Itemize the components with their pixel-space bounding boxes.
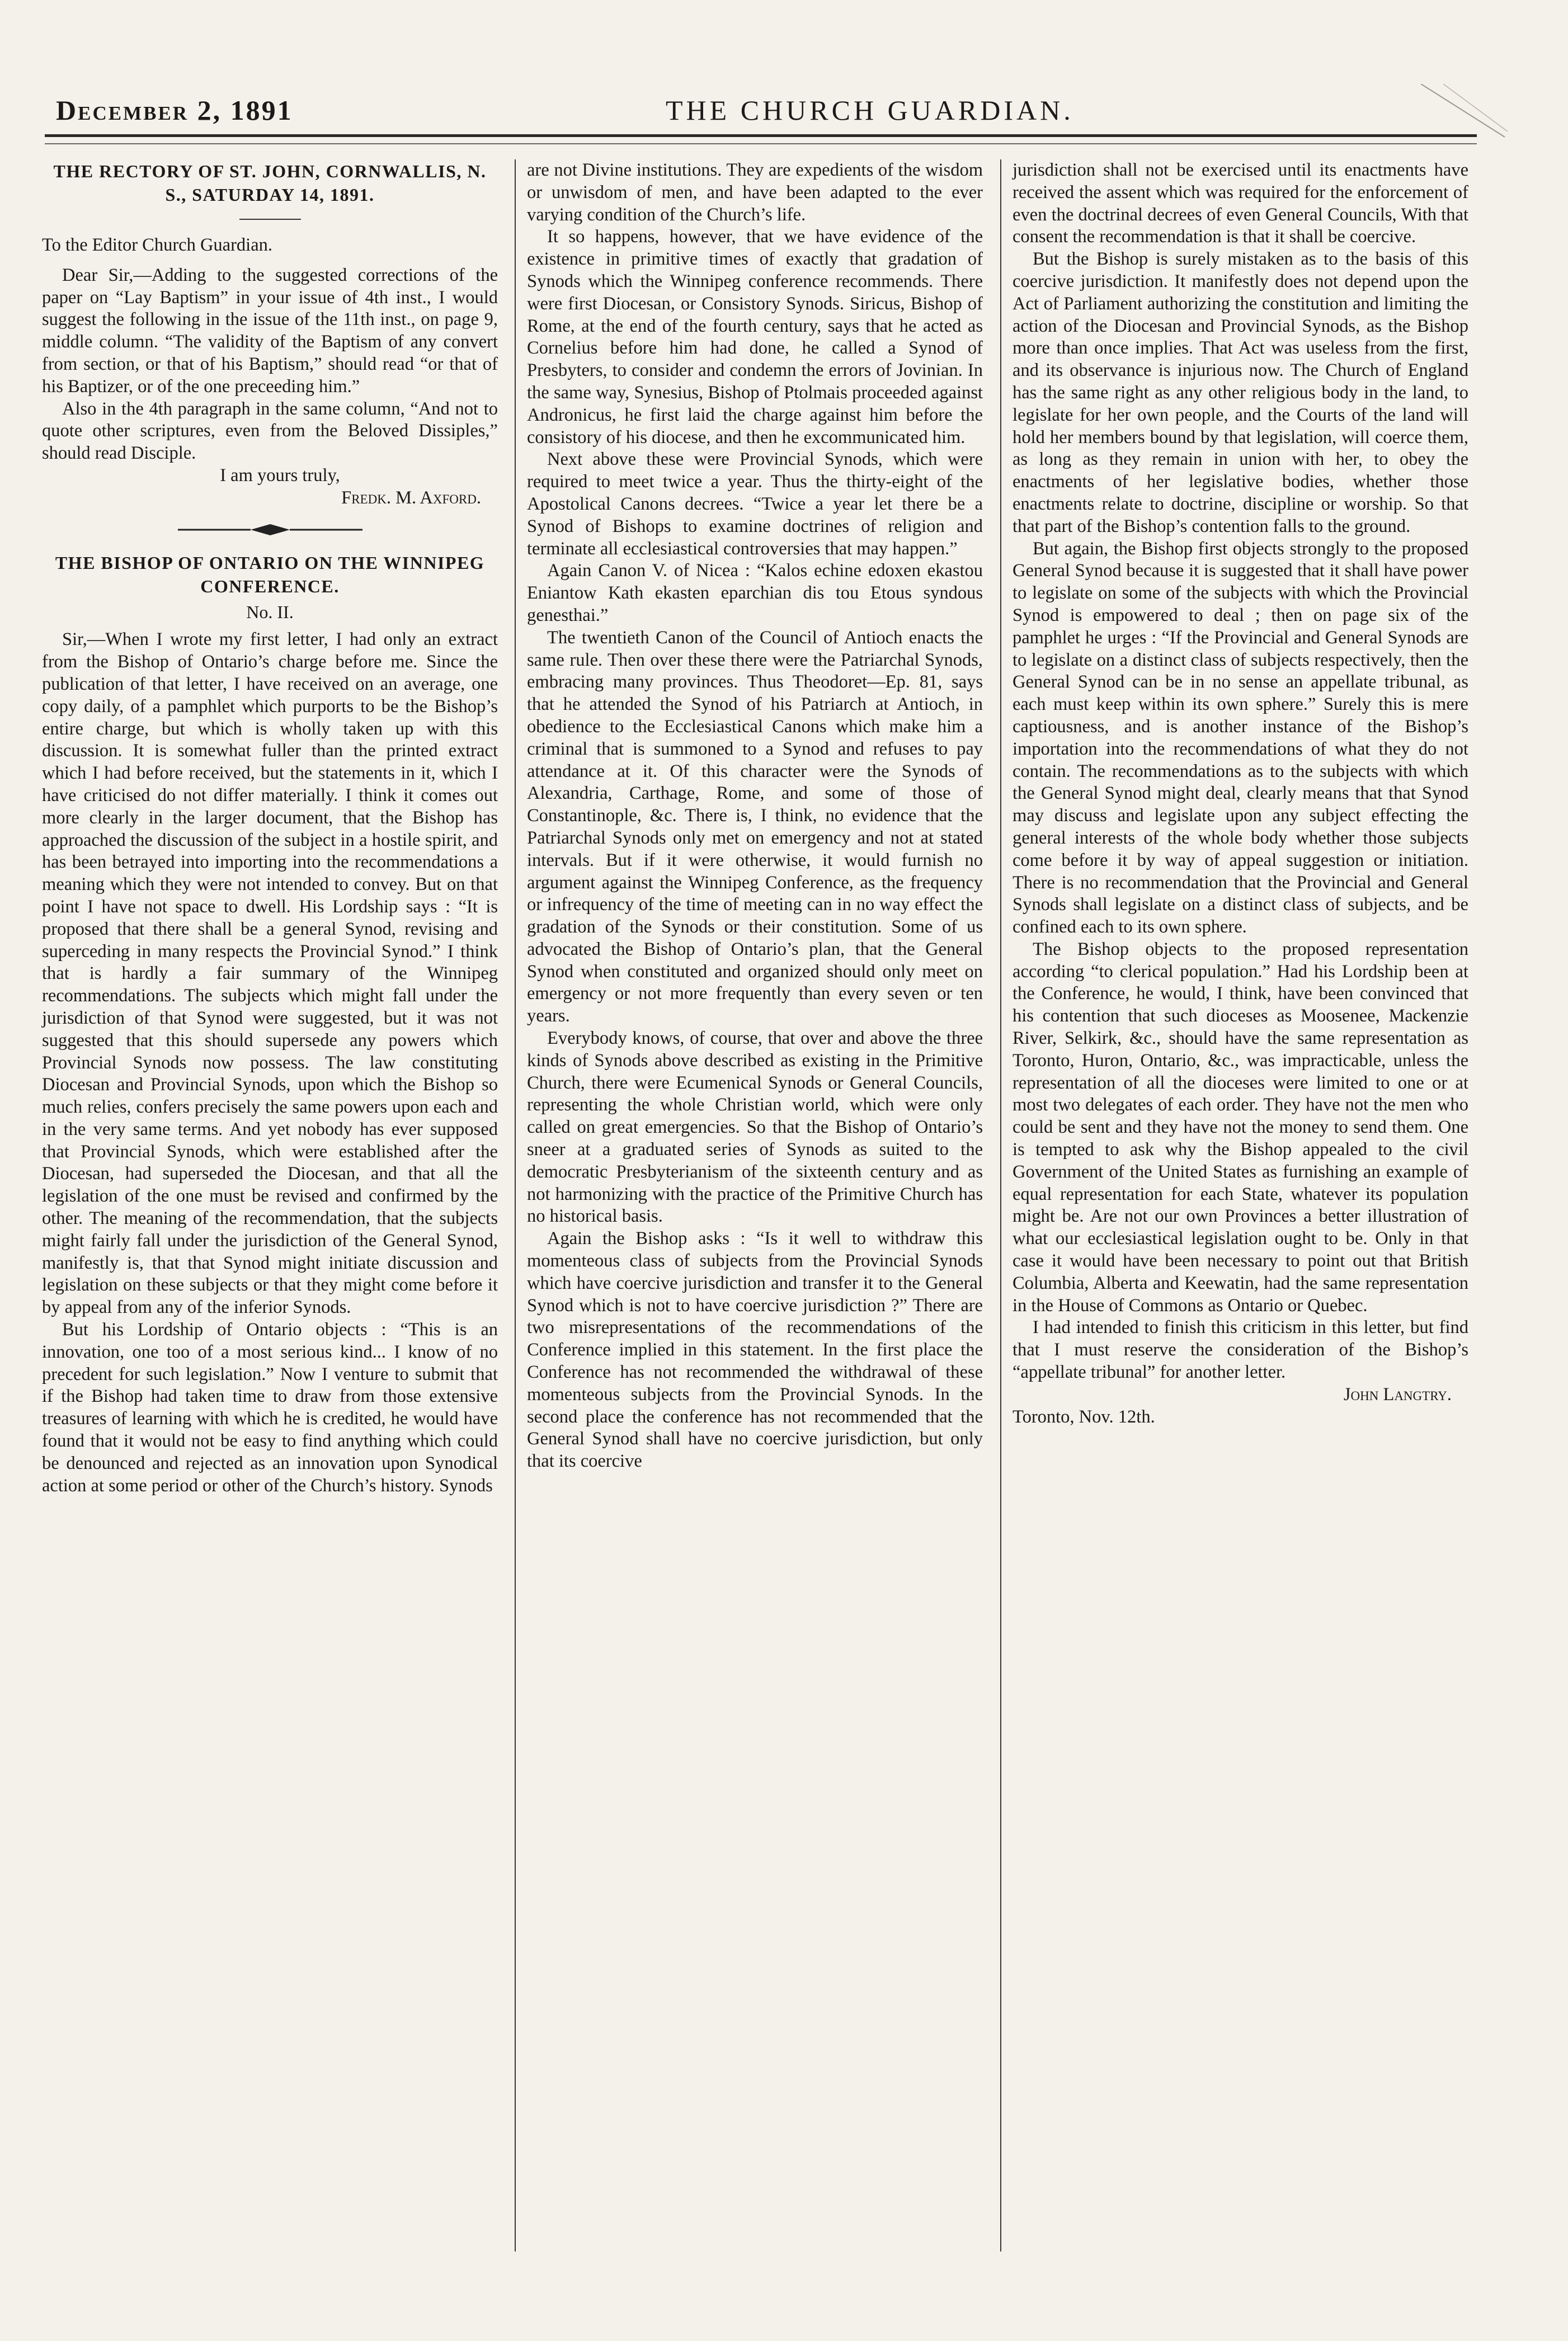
letter1-paragraph: Also in the 4th paragraph in the same column, “And not to quote other scriptures, even from the Beloved Dissiples,” should read Disciple.: [42, 398, 498, 464]
section-divider-ornament: [178, 523, 362, 536]
letter1-addressee: To the Editor Church Guardian.: [42, 235, 272, 255]
letter2-paragraph: Everybody knows, of course, that over and above the three kinds of Synods above described as existing in the Primitive Church, there were Ecumenical Synods or General Councils, representing the whole Christian world, which were only called on great emergencies. So that the Bishop of Ontario’s sneer at a graduated series of Synods as suited to the democratic Presbyterianism of the sixteenth century and as not harmonizing with the practice of the Primitive Church has no historical basis.: [527, 1028, 983, 1227]
newspaper-title: THE CHURCH GUARDIAN.: [666, 95, 1074, 126]
letter1-signature: Fredk. M. Axford.: [341, 487, 481, 508]
letter2-paragraph: are not Divine institutions. They are expedients of the wisdom or unwisdom of men, and have been adapted to the ever varying condition of the Church’s life.: [527, 160, 983, 225]
letter2-paragraph: jurisdiction shall not be exercised until its enactments have received the assent which was required for the enforcement of even the doctrinal decrees of even General Councils, With that consent the recommendation is that it shall be coercive.: [1013, 160, 1468, 247]
letter1-paragraph: Dear Sir,—Adding to the suggested corrections of the paper on “Lay Baptism” in your issue of 4th inst., I would suggest the following in the issue of the 11th inst., on page 9, middle column. “The validity of the Baptism of any convert from section, or that of his Baptism,” should read “or that of his Baptizer, or of the one preceeding him.”: [42, 265, 498, 397]
letter2-dateline: Toronto, Nov. 12th.: [1013, 1406, 1155, 1427]
column-2: [527, 159, 983, 2257]
masthead-rule: [45, 134, 1477, 137]
letter2-paragraph: But the Bishop is surely mistaken as to the basis of this coercive jurisdiction. It manifestly does not depend upon the Act of Parliament authorizing the constitution and limiting the action of the Diocesan and Provincial Synods, as the Bishop more than once implies. That Act was useless from the first, and its observance is injurious now. The Church of England has the same right as any other religious body in the land, to legislate for her own people, and the Courts of the land will hold her members bound by that legislation, will coerce them, as long as they remain in union with her, to obey the enactments of her legislative bodies, whether those enactments relate to doctrine, discipline or worship. So that that part of the Bishop’s contention falls to the ground.: [1013, 249, 1468, 536]
column-3: [1013, 159, 1468, 2257]
letter2-paragraph: Again Canon V. of Nicea : “Kalos echine edoxen ekastou Eniantow Kath ekasten eparchian dis tou Etous syndous genesthai.”: [527, 560, 983, 625]
letter1-heading: THE RECTORY OF ST. JOHN, CORNWALLIS, N. S., SATURDAY 14, 1891.: [53, 161, 487, 205]
column-1: [42, 159, 498, 2257]
column-divider: [515, 159, 516, 2251]
letter2-paragraph: But his Lordship of Ontario objects : “This is an innovation, one too of a most serious kind... I know of no precedent for such legislation.” Now I venture to submit that if the Bishop had taken time to draw from those extensive treasures of learning with which he is credited, he would have found that it would not be easy to find anything which could be denounced and rejected as an innovation upon Synodical action at some period or other of the Church’s history. Synods: [42, 1320, 498, 1496]
issue-date: December 2, 1891: [56, 95, 293, 126]
letter2-signature: John Langtry.: [1343, 1384, 1452, 1405]
column-divider: [1000, 159, 1001, 2251]
letter2-paragraph: Sir,—When I wrote my first letter, I had only an extract from the Bishop of Ontario’s charge before me. Since the publication of that letter, I have received on an average, one copy daily, of a pamphlet which purports to be the Bishop’s entire charge, but which is wholly taken up with this discussion. It is somewhat fuller than the printed extract which I had before received, but the statements in it, which I have criticised do not differ materially. I think it comes out more clearly in the larger document, that the Bishop has approached the discussion of the subject in a hostile spirit, and has been betrayed into importing into the recommendations a meaning which they were not intended to convey. But on that point I have not space to dwell. His Lordship says : “It is proposed that there shall be a general Synod, revising and superceding in many respects the Provincial Synod.” I think that is hardly a fair summary of the Winnipeg recommendations. The subjects which might fall under the jurisdiction of that Synod were suggested, but it was not suggested that this should supersede any powers which Provincial Synods now possess. The law constituting Diocesan and Provincial Synods, upon which the Bishop so much relies, confers precisely the same powers upon each and in the very same terms. And yet nobody has ever supposed that Provincial Synods, which were established after the Diocesan, had superseded the Diocesan, and that all the legislation of the one must be revised and confirmed by the other. The meaning of the recommendation, that the subjects might fairly fall under the jurisdiction of the General Synod, manifestly is, that that Synod might initiate discussion and legislation on these subjects or that they might come before it by appeal from any of the inferior Synods.: [42, 629, 498, 1318]
letter2-paragraph: The Bishop objects to the proposed representation according “to clerical population.” Had his Lordship been at the Conference, he would, I think, have been convinced that his contention that such dioceses as Moosenee, Mackenzie River, Selkirk, &c., should have the same representation as Toronto, Huron, Ontario, &c., was impracticable, unless the representation of all the dioceses were limited to one or at most two delegates of each order. They have not the men who could be sent and they have not the money to send them. One is tempted to ask why the Bishop appealed to the civil Government of the United States as furnishing an example of equal representation for each State, whatever its population might be. Are not our own Provinces a better illustration of what our ecclesiastical legislation ought to be. Only in that case it would have been necessary to point out that British Columbia, Alberta and Keewatin, had the same representation in the House of Commons as Ontario or Quebec.: [1013, 939, 1468, 1316]
letter2-paragraph: The twentieth Canon of the Council of Antioch enacts the same rule. Then over these there were the Patriarchal Synods, embracing many provinces. Thus Theodoret—Ep. 81, says that he attended the Synod of his Patriarch at Antioch, in obedience to the Ecclesiastical Canons which make him a criminal that is summoned to a Synod and refuses to pay attendance at it. Of this character were the Synods of Alexandria, Carthage, Rome, and some of those of Constantinople, &c. There is, I think, no evidence that the Patriarchal Synods only met on emergency and not at stated intervals. But if it were otherwise, it would furnish no argument against the Winnipeg Conference, as the frequency or infrequency of the time of meeting can in no way effect the gradation of the Synods or their constitution. Some of us advocated the Bishop of Ontario’s plan, that the General Synod when constituted and organized should only meet on emergency or not more frequently than every seven or ten years.: [527, 627, 983, 1026]
page-corner-fold: [1421, 84, 1510, 151]
letter2-number: No. II.: [246, 601, 294, 622]
letter2-paragraph: Again the Bishop asks : “Is it well to withdraw this momenteous class of subjects from the Provincial Synods which have coercive jurisdiction and transfer it to the General Synod which is not to have coercive jurisdiction ?” There are two misrepresentations of the recommendations of the Conference implied in this statement. In the first place the Conference has not recommended the withdrawal of these momenteous subjects from the Provincial Synods. In the second place the conference has not recommended that the General Synod shall have no coercive jurisdiction, but only that its coercive: [527, 1228, 983, 1472]
letter2-paragraph: But again, the Bishop first objects strongly to the proposed General Synod because it is suggested that it shall have power to legislate on some of the subjects with which the Provincial Synod is empowered to deal ; then on page six of the pamphlet he urges : “If the Provincial and General Synods are to legislate on a distinct class of subjects respectively, then the General Synod can be in no sense an appellate tribunal, as each must keep within its own sphere.” Surely this is mere captiousness, and is another instance of the Bishop’s importation into the recommendations of what they do not contain. The recommendations as to the subjects with which the General Synod might deal, clearly means that that Synod may discuss and legislate upon any subject effecting the general interests of the whole body whether those subjects come before it by way of appeal suggestion or initiation. There is no recommendation that the Provincial and General Synods shall legislate on a distinct class of subjects, and be confined each to its own sphere.: [1013, 538, 1468, 938]
letter2-paragraph: I had intended to finish this criticism in this letter, but find that I must reserve the consideration of the Bishop’s “appellate tribunal” for another letter.: [1013, 1317, 1468, 1383]
masthead-rule-thin: [45, 143, 1477, 144]
masthead: [34, 94, 1499, 148]
letter2-paragraph: Next above these were Provincial Synods, which were required to meet twice a year. Thus the thirty-eight of the Apostolical Canons decrees. “Twice a year let there be a Synod of Bishops to examine doctrines of religion and terminate all ecclesiastical controversies that may happen.”: [527, 449, 983, 559]
letter2-heading: THE BISHOP OF ONTARIO ON THE WINNIPEG CONFERENCE.: [55, 552, 485, 596]
letter2-paragraph: It so happens, however, that we have evidence of the existence in primitive times of exactly that gradation of Synods which the Winnipeg conference recommends. There were first Diocesan, or Consistory Synods. Siricus, Bishop of Rome, at the end of the fourth century, says that he acted as Cornelius before him had done, he called a Synod of Presbyters, to consider and condemn the errors of Jovinian. In the same way, Synesius, Bishop of Ptolmais proceeded against Andronicus, he first laid the charge against him before the consistory of his diocese, and then he excommunicated him.: [527, 227, 983, 448]
letter1-closing: I am yours truly,: [220, 465, 340, 486]
heading-rule: [239, 219, 301, 220]
